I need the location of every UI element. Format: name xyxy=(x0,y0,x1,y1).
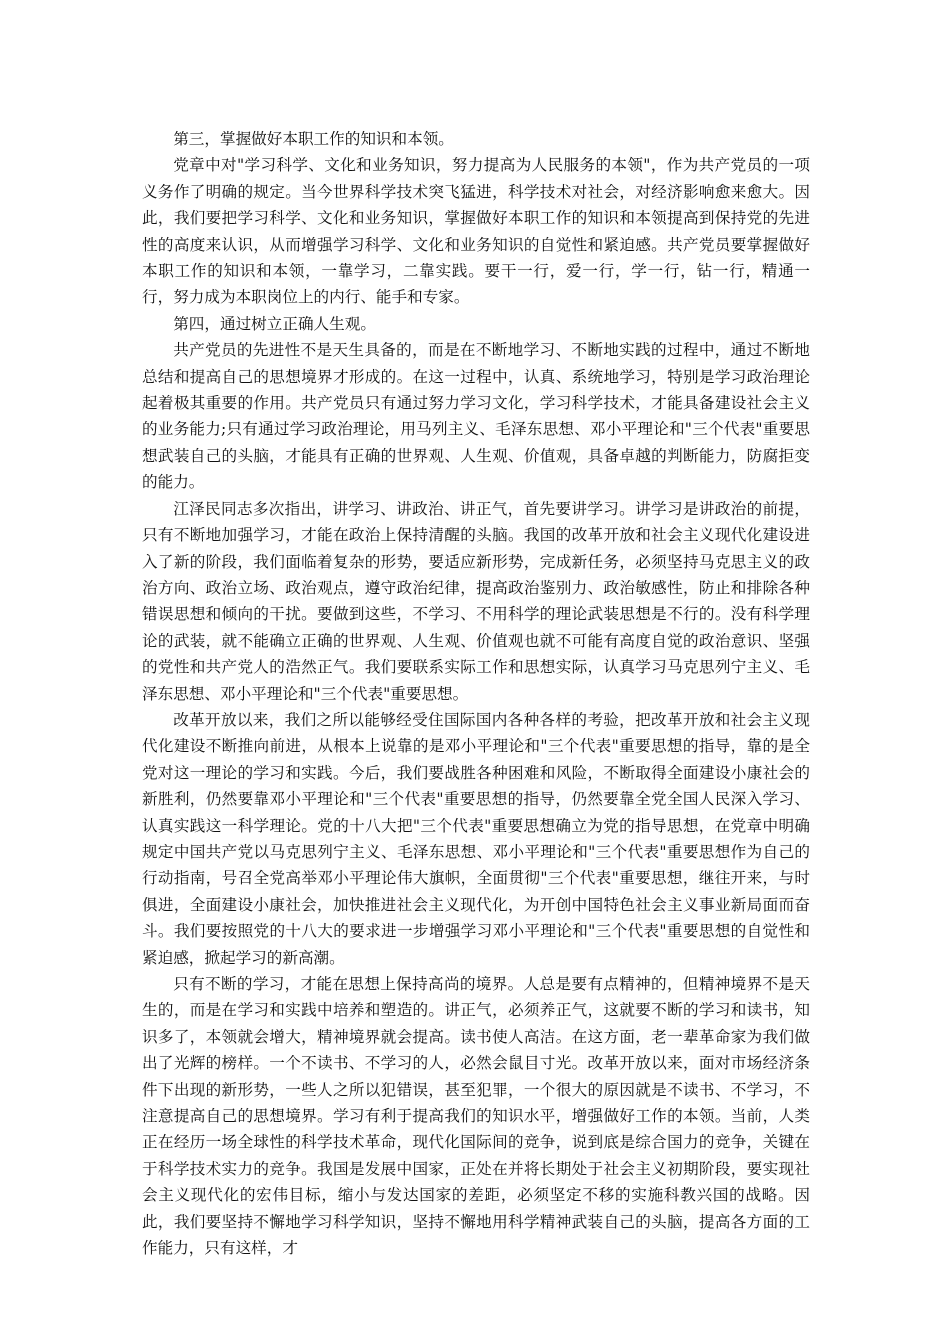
heading-fourth-point: 第四，通过树立正确人生观。 xyxy=(173,314,376,333)
paragraph-advancedness-not-innate: 共产党员的先进性不是天生具备的，而是在不断地学习、不断地实践的过程中，通过不断地总结和提高自己的思想境界才形成的。在这一过程中，认真、系统地学习，特别是学习政治理论起着极其重要的作用。共产党员只有通过努力学习文化，学习科学技术，才能具备建设社会主义的业务能力;只有通过学习政治理论，用马列主义、毛泽东思想、邓小平理论和"三个代表"重要思想武装自己的头脑，才能具有正确的世界观、人生观、价值观，具备卓越的判断能力，防腐拒变的能力。 xyxy=(142,341,810,492)
paragraph-continuous-learning: 只有不断的学习，才能在思想上保持高尚的境界。人总是要有点精神的，但精神境界不是天生的，而是在学习和实践中培养和塑造的。讲正气，必须养正气，这就要不断的学习和读书，知识多了，本领就会增大，精神境界就会提高。读书使人高洁。在这方面，老一辈革命家为我们做出了光辉的榜样。一个不读书、不学习的人，必然会鼠目寸光。改革开放以来，面对市场经济条件下出现的新形势，一些人之所以犯错误，甚至犯罪，一个很大的原因就是不读书、不学习，不注意提高自己的思想境界。学习有利于提高我们的知识水平，增强做好工作的本领。当前，人类正在经历一场全球性的科学技术革命，现代化国际间的竞争，说到底是综合国力的竞争，关键在于科学技术实力的竞争。我国是发展中国家，正处在并将长期处于社会主义初期阶段，要实现社会主义现代化的宏伟目标，缩小与发达国家的差距，必须坚定不移的实施科教兴国的战略。因此，我们要坚持不懈地学习科学知识，坚持不懈地用科学精神武装自己的头脑，提高各方面的工作能力，只有这样，才 xyxy=(142,975,810,1258)
heading-third-point: 第三，掌握做好本职工作的知识和本领。 xyxy=(173,130,454,148)
paragraph-party-constitution-duty: 党章中对"学习科学、文化和业务知识，努力提高为人民服务的本领"，作为共产党员的一项义务作了明确的规定。当今世界科学技术突飞猛进，科学技术对社会，对经济影响愈来愈大。因此，我们要把学习科学、文化和业务知识，掌握做好本职工作的知识和本领提高到保持党的先进性的高度来认识，从而增强学习科学、文化和业务知识的自觉性和紧迫感。共产党员要掌握做好本职工作的知识和本领，一靠学习，二靠实践。要干一行，爱一行，学一行，钻一行，精通一行，努力成为本职岗位上的内行、能手和专家。 xyxy=(142,156,810,307)
document-body xyxy=(142,126,810,1261)
paragraph-jiang-zemin-study-politics: 江泽民同志多次指出，讲学习、讲政治、讲正气，首先要讲学习。讲学习是讲政治的前提，只有不断地加强学习，才能在政治上保持清醒的头脑。我国的改革开放和社会主义现代化建设进入了新的阶段，我们面临着复杂的形势，要适应新形势，完成新任务，必须坚持马克思主义的政治方向、政治立场、政治观点，遵守政治纪律，提高政治鉴别力、政治敏感性，防止和排除各种错误思想和倾向的干扰。要做到这些，不学习、不用科学的理论武装思想是不行的。没有科学理论的武装，就不能确立正确的世界观、人生观、价值观也就不可能有高度自觉的政治意识、坚强的党性和共产党人的浩然正气。我们要联系实际工作和思想实际，认真学习马克思列宁主义、毛泽东思想、邓小平理论和"三个代表"重要思想。 xyxy=(142,499,810,703)
paragraph-reform-and-opening: 改革开放以来，我们之所以能够经受住国际国内各种各样的考验，把改革开放和社会主义现代化建设不断推向前进，从根本上说靠的是邓小平理论和"三个代表"重要思想的指导，靠的是全党对这一理论的学习和实践。今后，我们要战胜各种困难和风险，不断取得全面建设小康社会的新胜利，仍然要靠邓小平理论和"三个代表"重要思想的指导，仍然要靠全党全国人民深入学习、认真实践这一科学理论。党的十八大把"三个代表"重要思想确立为党的指导思想，在党章中明确规定中国共产党以马克思列宁主义、毛泽东思想、邓小平理论和"三个代表"重要思想作为自己的行动指南，号召全党高举邓小平理论伟大旗帜，全面贯彻"三个代表"重要思想，继往开来，与时俱进，全面建设小康社会，加快推进社会主义现代化，为开创中国特色社会主义事业新局面而奋斗。我们要按照党的十八大的要求进一步增强学习邓小平理论和"三个代表"重要思想的自觉性和紧迫感，掀起学习的新高潮。 xyxy=(142,710,810,967)
